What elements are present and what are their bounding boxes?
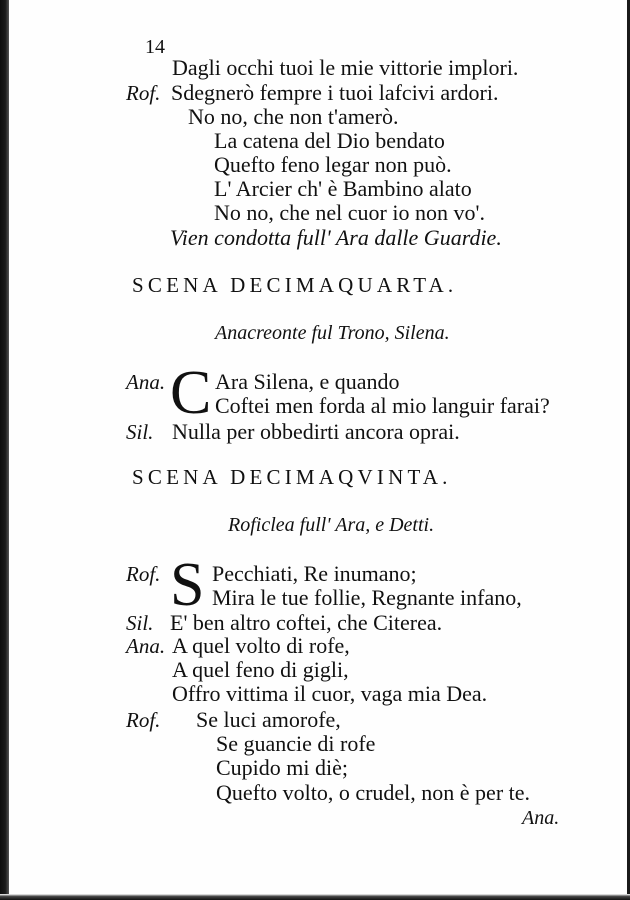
verse-line: Offro vittima il cuor, vaga mia Dea.	[172, 681, 488, 706]
drop-cap: C	[170, 359, 212, 427]
verse-line: Nulla per obbedirti ancora oprai.	[172, 419, 460, 444]
scene-heading: SCENA DECIMAQUARTA.	[132, 273, 458, 297]
speaker-label: Rof.	[126, 708, 161, 732]
stage-direction: Vien condotta full' Ara dalle Guardie.	[170, 225, 502, 250]
verse-line: Coftei men forda al mio languir farai?	[215, 393, 550, 418]
speaker-label: Ana.	[126, 370, 166, 394]
verse-line: La catena del Dio bendato	[214, 128, 445, 153]
verse-line: No no, che nel cuor io non vo'.	[214, 200, 485, 225]
speaker-label: Rof.	[126, 81, 161, 105]
speaker-label: Sil.	[126, 420, 154, 444]
speaker-label: Ana.	[126, 634, 166, 658]
page-number: 14	[145, 36, 165, 58]
scene-heading: SCENA DECIMAQVINTA.	[132, 465, 452, 489]
verse-line: Quefto volto, o crudel, non è per te.	[216, 780, 531, 805]
page-bottom-edge	[0, 894, 630, 900]
scene-cast: Roficlea full' Ara, e Detti.	[228, 514, 435, 536]
speaker-label: Sil.	[126, 611, 154, 635]
verse-line: Sdegnerò fempre i tuoi lafcivi ardori.	[171, 80, 499, 105]
catchword: Ana.	[522, 807, 560, 829]
speaker-label: Rof.	[126, 562, 161, 586]
verse-line: Pecchiati, Re inumano;	[212, 561, 417, 586]
verse-line: A quel volto di rofe,	[172, 633, 350, 658]
page-binding-shadow	[0, 0, 9, 900]
verse-line: Dagli occhi tuoi le mie vittorie implori.	[172, 55, 519, 80]
verse-line: Se luci amorofe,	[196, 707, 341, 732]
drop-cap: S	[170, 551, 205, 619]
verse-line: L' Arcier ch' è Bambino alato	[214, 176, 472, 201]
verse-line: Cupido mi diè;	[216, 755, 348, 780]
verse-line: Mira le tue follie, Regnante infano,	[212, 585, 522, 610]
verse-line: Quefto feno legar non può.	[214, 152, 452, 177]
verse-line: A quel feno di gigli,	[172, 657, 349, 682]
scene-cast: Anacreonte ful Trono, Silena.	[215, 322, 450, 344]
verse-line: Ara Silena, e quando	[215, 369, 400, 394]
verse-line: E' ben altro coftei, che Citerea.	[170, 610, 443, 635]
verse-line: No no, che non t'amerò.	[188, 104, 399, 129]
verse-line: Se guancie di rofe	[216, 731, 376, 756]
